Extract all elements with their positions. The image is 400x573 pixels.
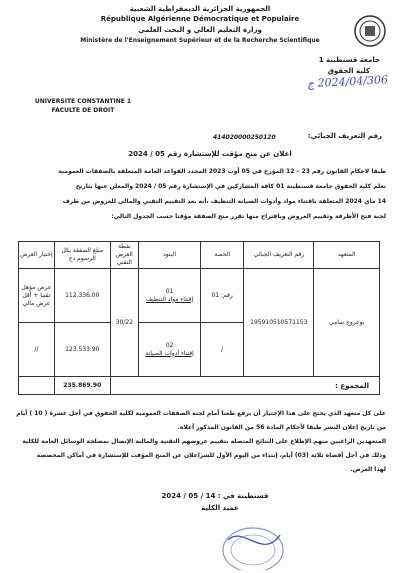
page-title: اعلان عن منح مؤقت للإستشارة رقم 05 / 2024 xyxy=(128,150,292,158)
header-amount: مبلغ الصفقة بكل الرسوم دج xyxy=(54,242,110,269)
cell-lot-2: / xyxy=(201,323,244,377)
cell-amount-2: 123.533.90 xyxy=(54,323,110,377)
cell-total-label: المجموع : xyxy=(110,377,379,395)
fiscal-label: رقم التعريف الجبائي: xyxy=(307,132,382,140)
item-1-label: إقتناء مواد التنظيف xyxy=(145,295,194,303)
signature-role: عميد الكلية xyxy=(201,504,239,512)
intro-line-1: طبقا لاحكام القانون رقم 23 – 12 المؤرخ في 05 أوت 2023 المحدد القواعد العامة المتعلقة بالصفقات العمومية xyxy=(58,168,386,175)
fr-faculty: FACULTE DE DROIT xyxy=(51,107,115,114)
cell-item-1 xyxy=(139,269,201,323)
body-line-4: وذلك في أجل أقصاه ثلاثة (03) أيام، إبتداء من اليوم الأول للشراعلان عن المنح المؤقت للإستشارة في أماكن المخصصة xyxy=(36,452,386,459)
header-tax-id: رقم التعريف الجبائي xyxy=(244,242,314,269)
cell-item-2 xyxy=(139,323,201,377)
header-items: البنود xyxy=(139,242,201,269)
body-line-1: على كل متعهد الذي يحتج على هذا الإختيار أن يرفع طعنا أمام لجنة الصفقات العمومية لكلية الحقوق في أجل عشرة ( 10 ) أيام xyxy=(16,410,386,417)
item-2-number: 02 xyxy=(165,341,174,349)
fr-university: UNIVERSITE CONSTANTINE 1 xyxy=(34,98,132,105)
cell-amount-1: 112.336.00 xyxy=(54,269,110,323)
ar-faculty: كلية الحقوق xyxy=(327,67,370,75)
handwritten-reference: 2024/04/306 ج xyxy=(306,73,389,91)
fr-republic: République Algérienne Démocratique et Populaire xyxy=(100,15,300,23)
item-2-label: إقتناء أدوات الصيانة xyxy=(145,349,194,357)
ar-ministry: وزارة التعليم العالي و البحث العلمي xyxy=(138,26,262,34)
intro-line-3: 14 ماي 2024 المتعلقة باقتناء مواد وأدوات الصيانة التنظيف ،أنه بعد التقييم التقني والمالي للعروض من طرف xyxy=(62,198,386,205)
award-table xyxy=(18,241,380,395)
cell-total-empty xyxy=(19,377,55,395)
item-1-number: 01 xyxy=(165,287,174,295)
signature-place-date: قسنطينة في : 14 / 05 / 2024 xyxy=(161,492,269,500)
cell-lot: رقم: 01 xyxy=(201,269,244,323)
ar-university: جامعة قسنطينة 1 xyxy=(318,56,380,64)
header-choice: إختيار العرض xyxy=(19,242,55,269)
official-stamp xyxy=(218,520,288,570)
intro-line-4: لجنة فتح الأظرفة وتقييم العروض وباقتراح منها تقرر منح الصفقة مؤقتا حسب الجدول التالي: xyxy=(111,213,386,220)
fr-ministry: Ministère de l'Enseignement Supérieur et de la Recherche Scientifique xyxy=(80,37,320,44)
ar-republic: الجمهورية الجزائرية الديمقراطية الشعبية xyxy=(129,5,271,13)
cell-score: 30/22 xyxy=(110,269,138,377)
fiscal-number: 414020000250120 xyxy=(213,134,276,141)
cell-total-value: 235.869.90 xyxy=(54,377,110,395)
cell-choice-1: عرض مؤهل تقنيا + أقل عرض مالي xyxy=(19,269,55,323)
cell-supplier: بوعروج سامي xyxy=(314,269,380,377)
intro-line-2: تعلم كلية الحقوق جامعة قسنطينة 01 كافة المشاركين في الإستشارة رقم 05 / 2024 والمعلن عنها بتاريخ xyxy=(75,183,386,190)
header-score: نقطة العرض التقني xyxy=(110,242,138,269)
body-line-5: لهذا الغرض. xyxy=(350,466,386,473)
header-supplier: المتعهد xyxy=(314,242,380,269)
body-line-3: المتعهدين الراغبين منهم الإطلاع على النتائج المتصلة بتقييم عروضهم التقنية والمالية الإتصال بمصلحة الوسائل العامة للكلية xyxy=(22,438,386,445)
cell-choice-2: // xyxy=(19,323,55,377)
body-line-2: من تاريخ إعلان النشر طبقا لأحكام المادة 56 من القانون المذكور أعلاه. xyxy=(177,424,386,431)
cell-tax-id: 195910510571153 xyxy=(244,269,314,377)
header-lot: الحصة xyxy=(201,242,244,269)
